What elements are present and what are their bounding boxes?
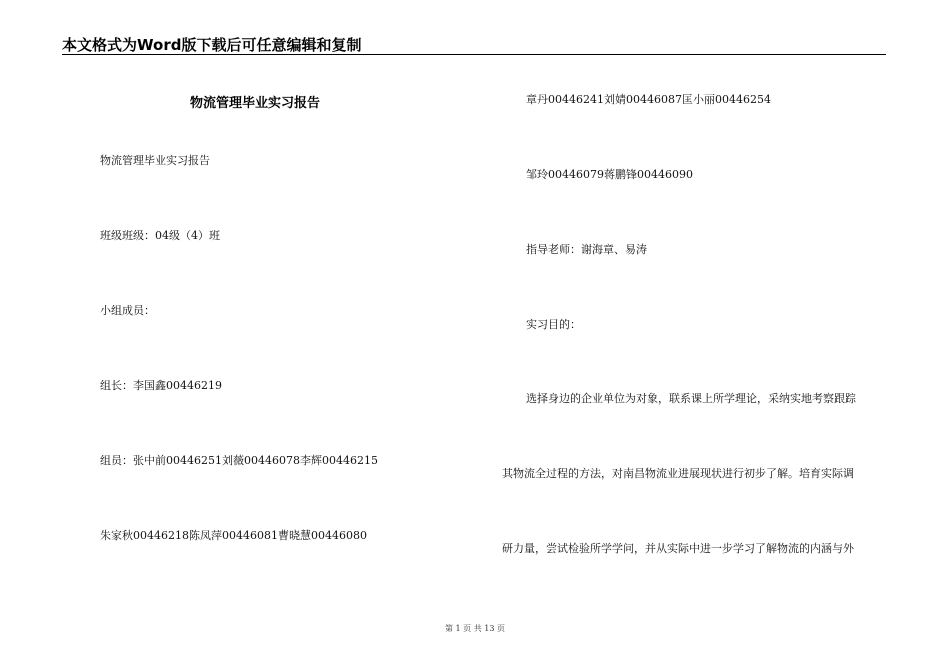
page-number-footer: 第 1 页 共 13 页: [445, 624, 505, 633]
document-title: 物流管理毕业实习报告: [190, 96, 321, 111]
left-line-group-members-2: 朱家秋00446218陈凤萍00446081曹晓慧00446080: [100, 529, 367, 542]
left-line-group-members-1: 组员：张中前00446251刘薇00446078李辉00446215: [100, 454, 378, 467]
right-line-purpose-3: 研力量，尝试检验所学学问，并从实际中进一步学习了解物流的内涵与外: [502, 542, 854, 555]
header-divider: [62, 54, 886, 55]
left-line-group-leader: 组长：李国鑫00446219: [100, 379, 222, 392]
left-line-group-members-label: 小组成员：: [100, 304, 155, 317]
right-line-purpose-1: 选择身边的企业单位为对象，联系课上所学理论，采纳实地考察跟踪: [526, 392, 856, 405]
right-line-purpose-label: 实习目的：: [526, 318, 581, 331]
right-line-purpose-2: 其物流全过程的方法，对南昌物流业进展现状进行初步了解。培育实际调: [502, 467, 854, 480]
left-line-class: 班级班级：04级（4）班: [100, 229, 220, 242]
right-line-advisors: 指导老师：谢海章、易涛: [526, 243, 647, 256]
right-line-members-3: 章丹00446241刘婧00446087匡小丽00446254: [526, 93, 771, 106]
right-line-members-4: 邹玲00446079蒋鹏锋00446090: [526, 168, 693, 181]
left-line-report-title: 物流管理毕业实习报告: [100, 154, 210, 167]
header-banner: 本文格式为Word版下载后可任意编辑和复制: [62, 36, 362, 54]
